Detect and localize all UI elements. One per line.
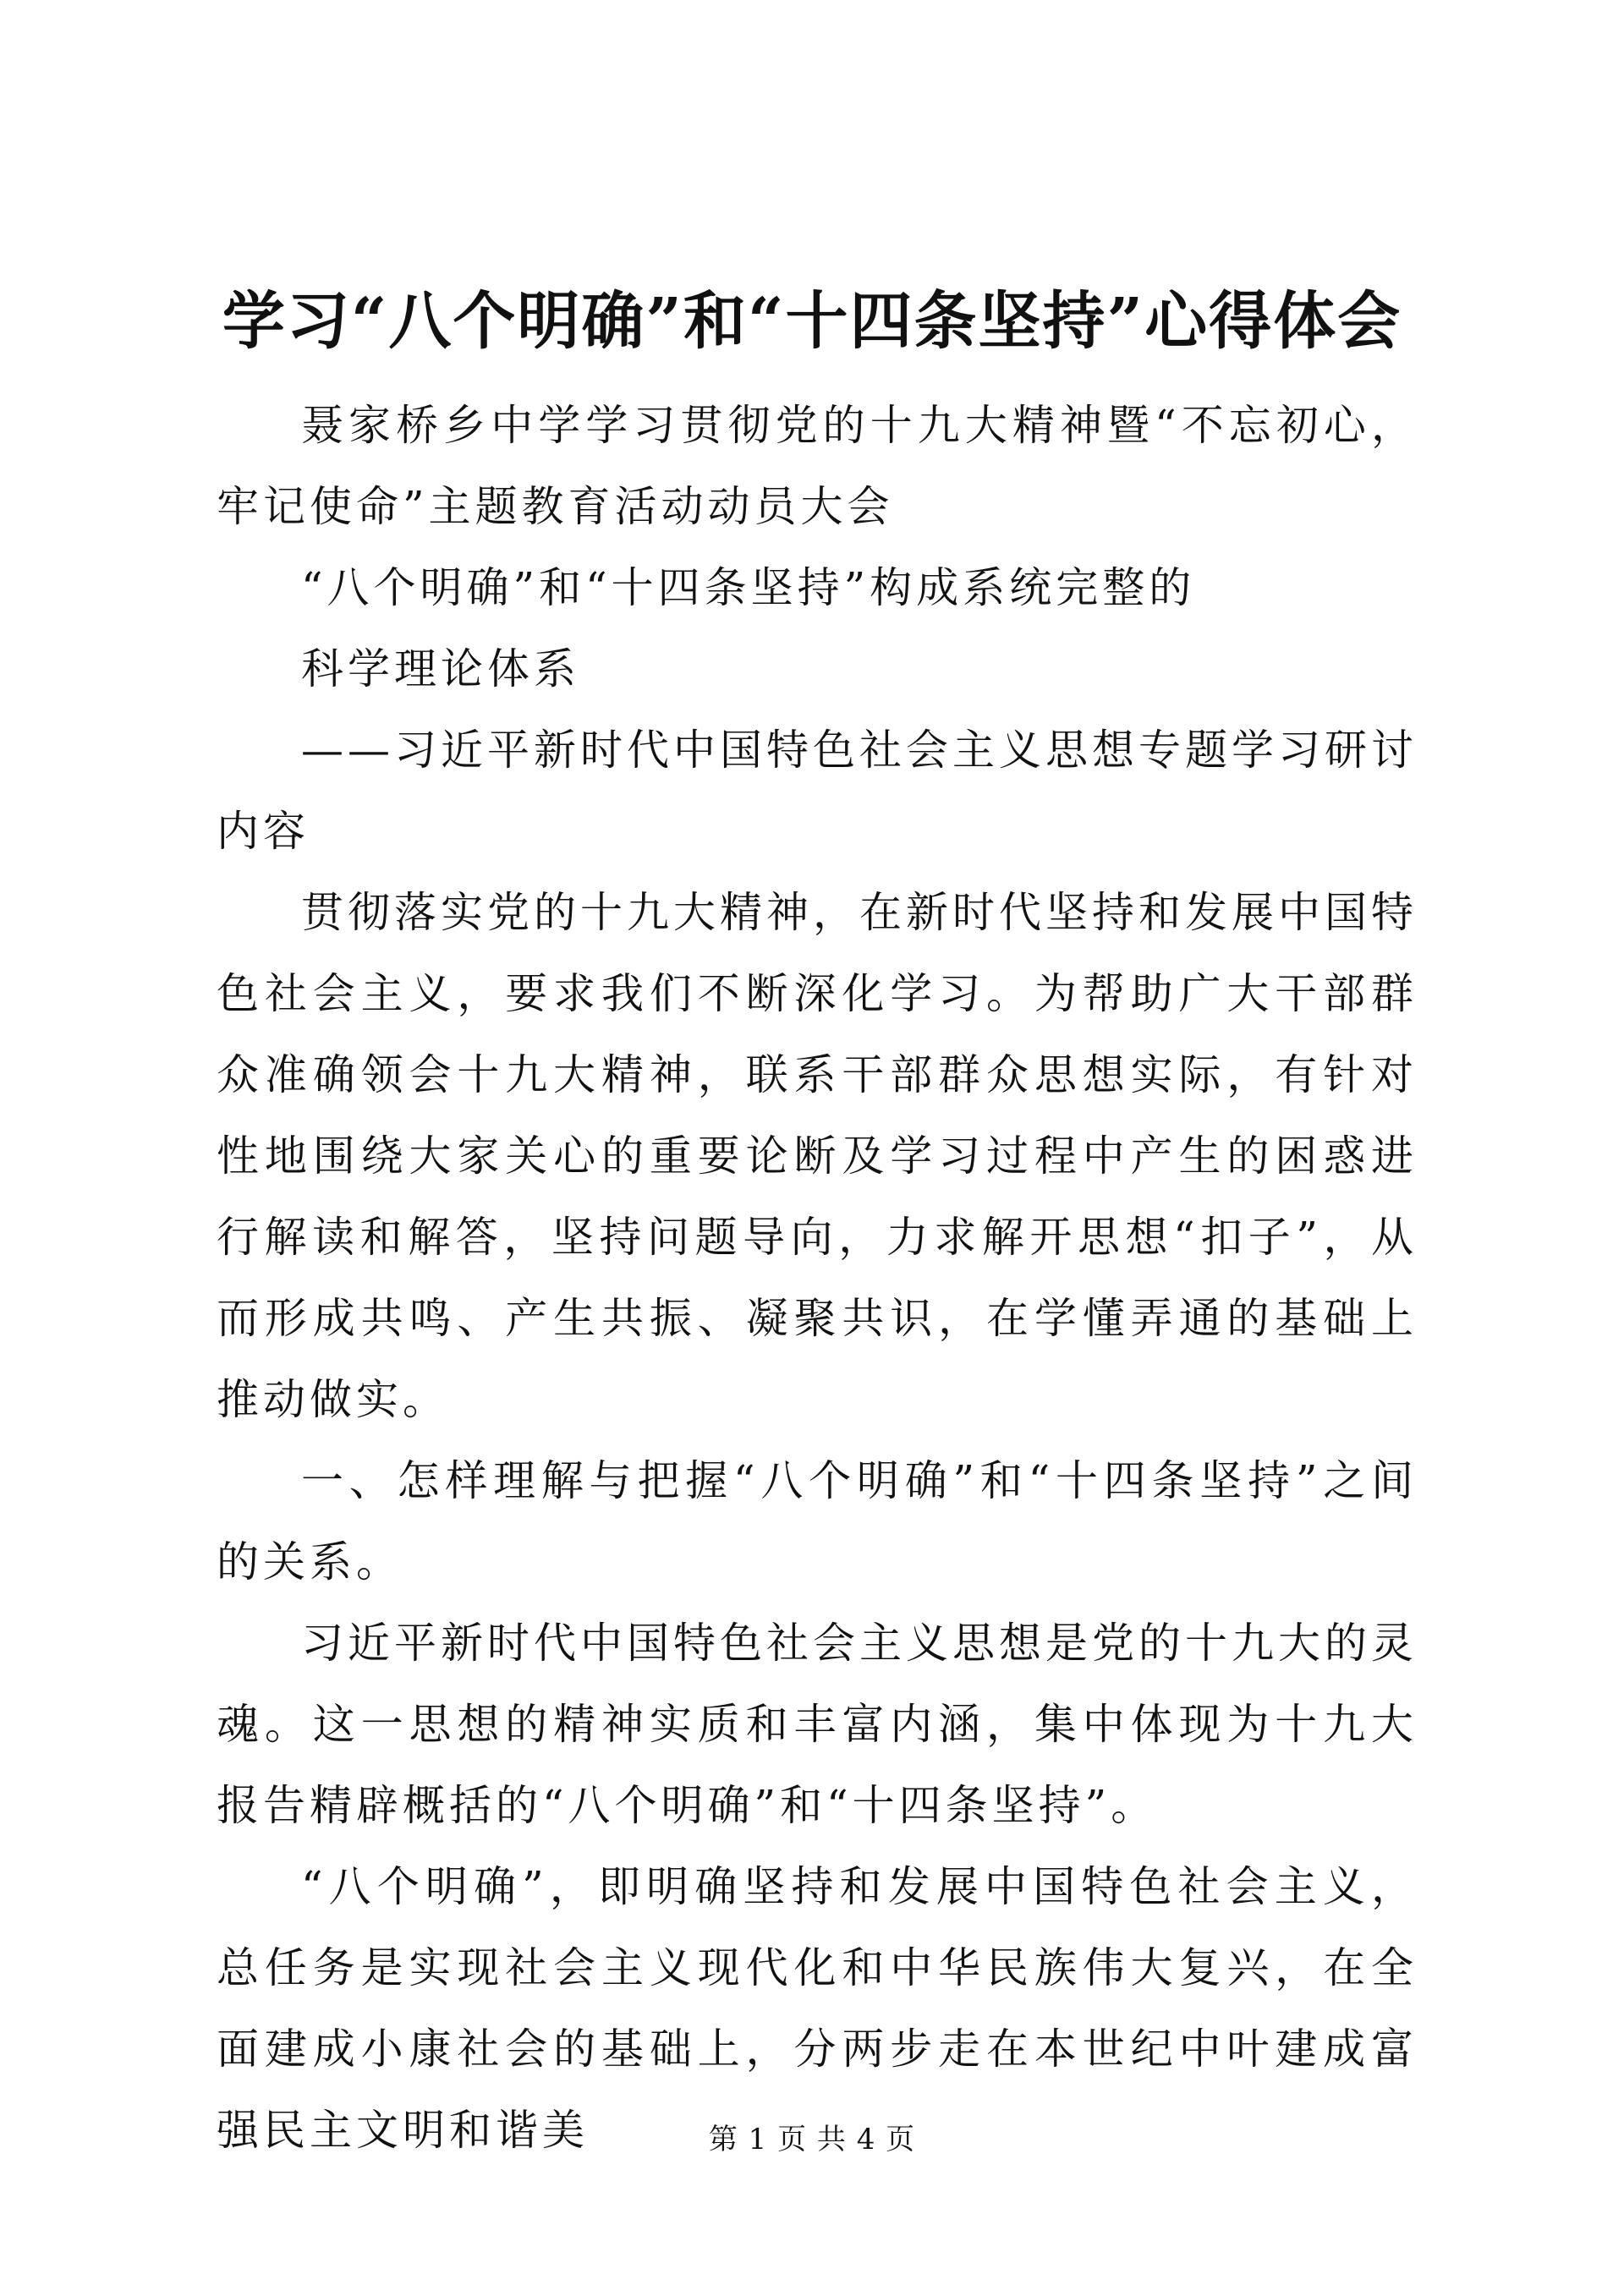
paragraph-subtitle-line-3: ——习近平新时代中国特色社会主义思想专题学习研讨内容 [217, 726, 1418, 856]
paragraph-eight-clarifications: “八个明确”，即明确坚持和发展中国特色社会主义，总任务是实现社会主义现代化和中华民族伟大复兴，在全面建成小康社会的基础上，分两步走在本世纪中叶建成富强民主文明和谐美 [217, 1862, 1418, 2155]
paragraph-meeting-name: 聂家桥乡中学学习贯彻党的十九大精神暨“不忘初心，牢记使命”主题教育活动动员大会 [217, 401, 1418, 531]
paragraph-thought-summary: 习近平新时代中国特色社会主义思想是党的十九大的灵魂。这一思想的精神实质和丰富内涵，集中体现为十九大报告精辟概括的“八个明确”和“十四条坚持”。 [217, 1619, 1418, 1830]
document-title: 学习“八个明确”和“十四条坚持”心得体会 [222, 285, 1402, 358]
paragraph-intro: 贯彻落实党的十九大精神，在新时代坚持和发展中国特色社会主义，要求我们不断深化学习。为帮助广大干部群众准确领会十九大精神，联系干部群众思想实际，有针对性地围绕大家关心的重要论断及学习过程中产生的困惑进行解读和解答，坚持问题导向，力求解开思想“扣子”，从而形成共鸣、产生共振、凝聚共识，在学懂弄通的基础上推动做实。 [217, 888, 1418, 1424]
page-number-footer: 第 1 页 共 4 页 [708, 2123, 916, 2156]
paragraph-subtitle-line-1: “八个明确”和“十四条坚持”构成系统完整的 [301, 563, 1196, 612]
paragraph-subtitle-line-2: 科学理论体系 [301, 644, 580, 693]
paragraph-section-heading: 一、怎样理解与把握“八个明确”和“十四条坚持”之间的关系。 [217, 1456, 1418, 1586]
document-body [217, 385, 1418, 2171]
